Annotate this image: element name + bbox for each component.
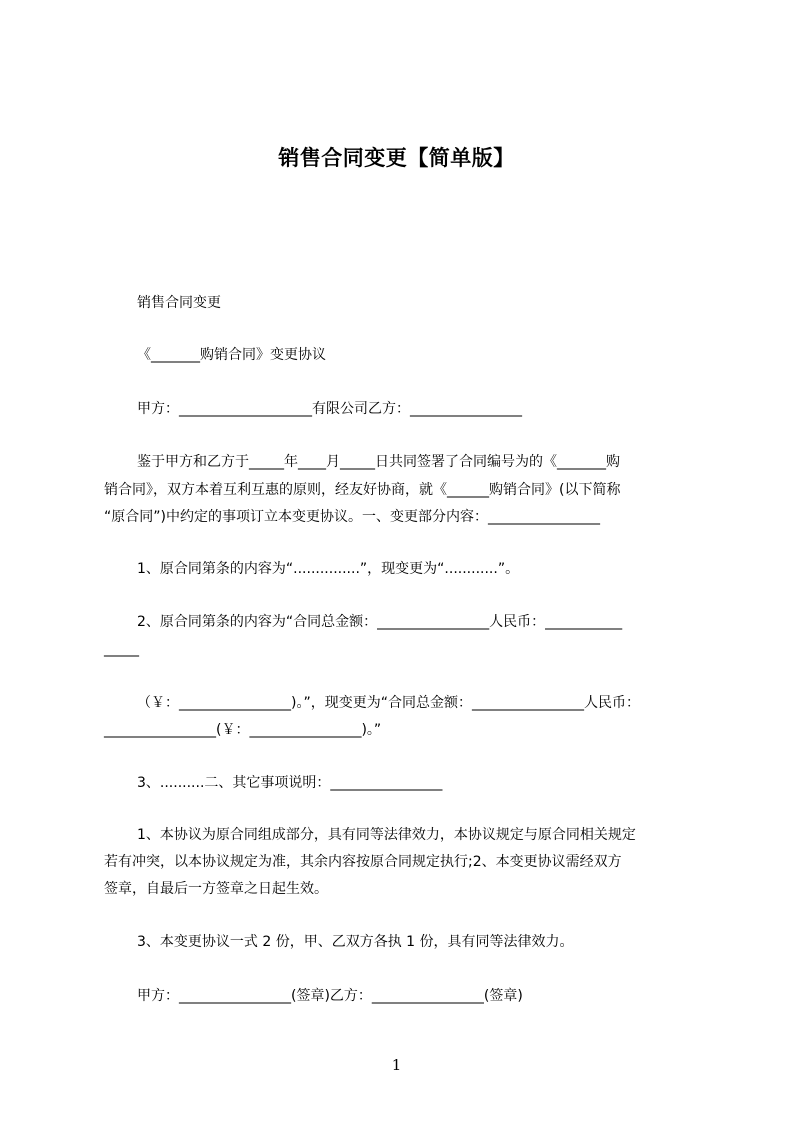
change-item-3: 3、..........二、其它事项说明：________________ bbox=[137, 775, 443, 791]
intro-line-3: “原合同”)中约定的事项订立本变更协议。一、变更部分内容：________________ bbox=[104, 509, 600, 525]
change-item-2-line-1: 2、原合同第条的内容为“合同总金额：________________人民币：___________ bbox=[137, 614, 623, 630]
change-item-2-line-2: _____ bbox=[104, 641, 139, 657]
note-3: 3、本变更协议一式 2 份，甲、乙双方各执 1 份，具有同等法律效力。 bbox=[137, 934, 574, 950]
notes-line-2: 若有冲突，以本协议规定为准，其余内容按原合同规定执行;2、本变更协议需经双方 bbox=[104, 854, 622, 870]
parties-line: 甲方：___________________有限公司乙方：________________ bbox=[137, 401, 522, 417]
intro-line-1: 鉴于甲方和乙方于_____年____月_____日共同签署了合同编号为的《_______购 bbox=[137, 454, 620, 470]
change-item-2-cont-line-1: （￥：________________)。”，现变更为“合同总金额：________________人民币： bbox=[137, 695, 640, 711]
change-item-2-cont-line-2: ________________(￥：________________)。” bbox=[104, 722, 382, 738]
change-item-1: 1、原合同第条的内容为“...............”，现变更为“............”。 bbox=[137, 561, 520, 577]
section-heading: 销售合同变更 bbox=[137, 295, 221, 311]
notes-line-3: 签章，自最后一方签章之日起生效。 bbox=[104, 881, 328, 897]
document-title: 销售合同变更【简单版】 bbox=[278, 146, 515, 170]
signature-line: 甲方：________________(签章)乙方：________________(签章) bbox=[137, 988, 523, 1004]
intro-line-2: 销合同》，双方本着互利互惠的原则，经友好协商，就《______购销合同》(以下简称 bbox=[104, 482, 621, 498]
notes-line-1: 1、本协议为原合同组成部分，具有同等法律效力，本协议规定与原合同相关规定 bbox=[137, 827, 636, 843]
page-number: 1 bbox=[391, 1056, 402, 1074]
agreement-title: 《_______购销合同》变更协议 bbox=[137, 347, 326, 363]
